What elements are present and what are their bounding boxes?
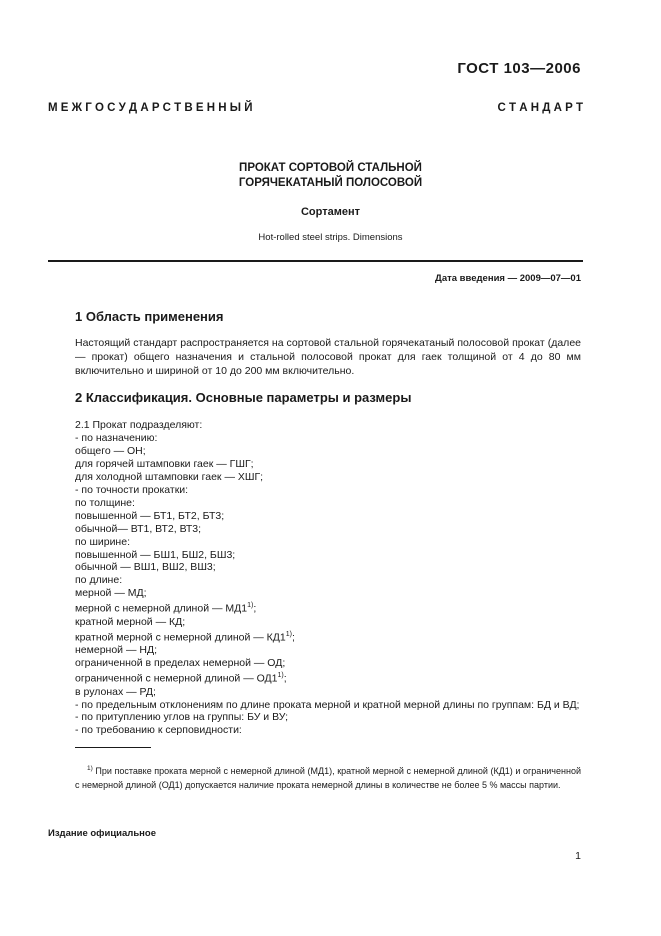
- list-item: по ширине:: [75, 535, 130, 548]
- introduction-date: Дата введения — 2009—07—01: [435, 273, 581, 284]
- list-item: по длине:: [75, 574, 123, 587]
- banner-word-interstate: М Е Ж Г О С У Д А Р С Т В Е Н Н Ы Й: [48, 102, 253, 114]
- list-item: [75, 600, 581, 615]
- list-item: мерной — МД;: [75, 587, 147, 600]
- standard-banner: [48, 102, 583, 114]
- list-item: - по точности прокатки:: [75, 483, 189, 496]
- section-1-text: Настоящий стандарт распространяется на сортовой стальной горячекатаный полосовой прокат (далее — прокат) общего назначения и стальной полосовой прокат для гаек толщиной от 4 до 80 мм включительно и шириной от 10 до 200 мм включительно.: [75, 337, 581, 377]
- line-end: ;: [253, 602, 257, 615]
- title-line-1: ПРОКАТ СОРТОВОЙ СТАЛЬНОЙ: [239, 162, 422, 174]
- list-item: обычной— ВТ1, ВТ2, ВТ3;: [75, 522, 202, 535]
- footnote-ref: 1): [285, 630, 292, 638]
- list-item: - по требованию к серповидности:: [75, 724, 242, 737]
- list-item: для холодной штамповки гаек — ХШГ;: [75, 470, 264, 483]
- list-item: кратной мерной — КД;: [75, 615, 186, 628]
- list-item-text: мерной с немерной длиной — МД1: [75, 602, 248, 615]
- banner-word-standard: С Т А Н Д А Р Т: [497, 102, 583, 114]
- footnote-separator: [75, 747, 151, 748]
- list-item: [75, 670, 581, 685]
- list-item: ограниченной в пределах немерной — ОД;: [75, 657, 286, 670]
- footnote-mark: 1): [87, 765, 93, 772]
- section-1-heading: 1 Область применения: [75, 309, 224, 324]
- list-item: повышенной — БТ1, БТ2, БТ3;: [75, 509, 225, 522]
- document-number: ГОСТ 103—2006: [457, 60, 581, 77]
- line-end: ;: [291, 631, 295, 644]
- list-item: по толщине:: [75, 496, 135, 509]
- list-item: [75, 629, 581, 644]
- edition-label: Издание официальное: [48, 828, 156, 839]
- list-item: в рулонах — РД;: [75, 685, 156, 698]
- title-line-2: ГОРЯЧЕКАТАНЫЙ ПОЛОСОВОЙ: [238, 177, 423, 189]
- list-item-text: кратной мерной с немерной длиной — КД1: [75, 631, 286, 644]
- list-item: обычной — ВШ1, ВШ2, ВШ3;: [75, 561, 216, 574]
- list-item: для горячей штамповки гаек — ГШГ;: [75, 457, 254, 470]
- footnote-text: При поставке проката мерной с немерной длиной (МД1), кратной мерной с немерной длиной (КД1) и ограниченной с немерной длиной (ОД1) допускается наличие проката немерной длины в количестве не более 5 % массы партии.: [75, 766, 581, 790]
- list-item: 2.1 Прокат подразделяют:: [75, 419, 203, 431]
- subtitle: Сортамент: [300, 206, 361, 218]
- section-2-heading: 2 Классификация. Основные параметры и размеры: [75, 390, 412, 405]
- footnote-ref: 1): [277, 672, 284, 680]
- line-end: ;: [283, 672, 287, 685]
- list-item: - по притуплению углов на группы: БУ и ВУ;: [75, 711, 289, 724]
- list-item: немерной — НД;: [75, 644, 157, 657]
- list-item: - по назначению:: [75, 431, 158, 444]
- title-rule: [48, 260, 583, 262]
- footnote: [75, 762, 581, 792]
- page-number: 1: [575, 850, 581, 862]
- list-item-text: ограниченной с немерной длиной — ОД1: [75, 672, 278, 685]
- list-item: повышенной — БШ1, БШ2, БШ3;: [75, 548, 236, 561]
- english-title: Hot-rolled steel strips. Dimensions: [258, 232, 403, 243]
- list-item: общего — ОН;: [75, 444, 146, 457]
- footnote-ref: 1): [247, 602, 254, 610]
- classification-list: [75, 419, 581, 737]
- list-item: - по предельным отклонениям по длине проката мерной и кратной мерной длины по группам: БД и ВД;: [75, 698, 580, 711]
